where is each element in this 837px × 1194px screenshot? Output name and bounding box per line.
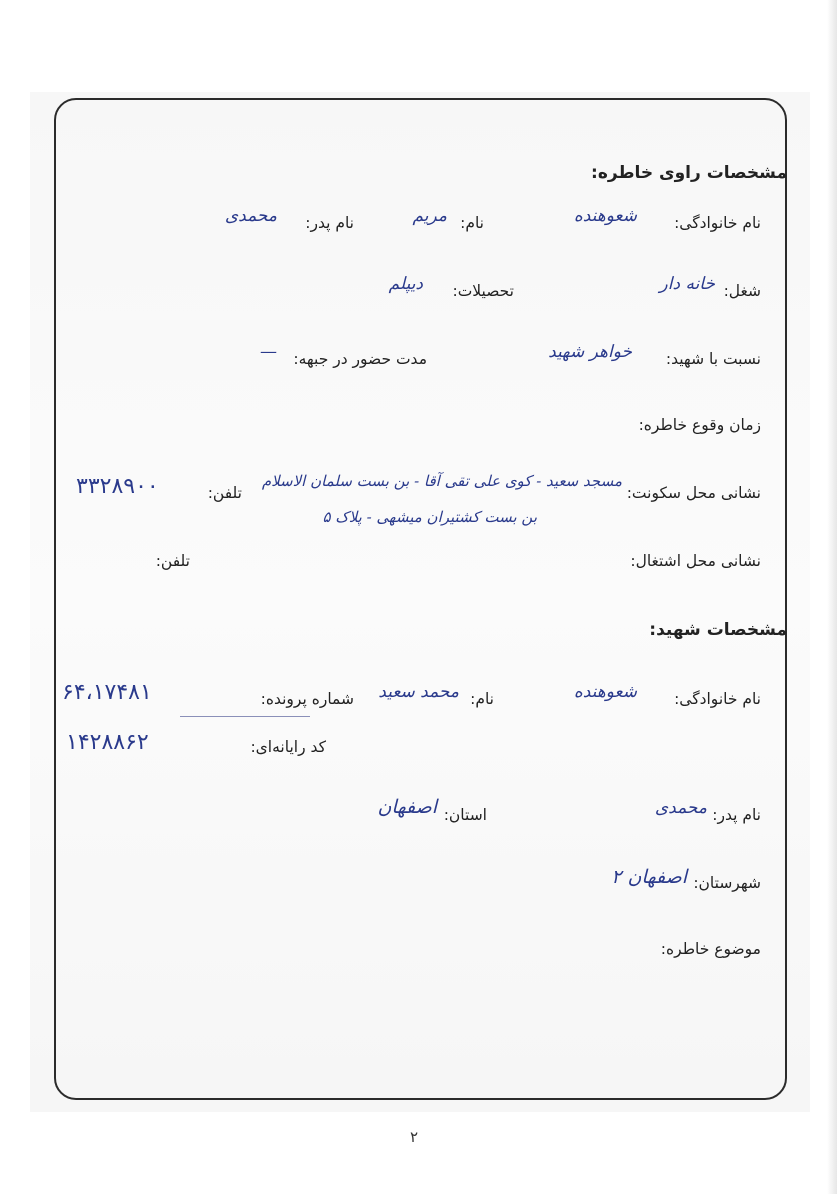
narrator-phone-label: تلفن: [207, 484, 242, 502]
martyr-city-label: شهرستان: [693, 874, 761, 892]
narrator-address-value-line1: مسجد سعید - کوی علی تقی آقا - بن بست سلمان الاسلام [261, 472, 622, 490]
narrator-time-label: زمان وقوع خاطره: [638, 416, 761, 434]
martyr-province-value: اصفهان [377, 796, 437, 818]
narrator-father-value: محمدی [224, 206, 277, 226]
narrator-job-value: خانه دار [659, 274, 715, 294]
martyr-file-value: ۶۴،۱۷۴۸۱ [62, 680, 152, 705]
narrator-name-label: نام: [460, 214, 484, 232]
narrator-name-value: مریم [412, 206, 447, 226]
narrator-work-address-label: نشانی محل اشتغال: [630, 552, 761, 570]
narrator-home-phone-value: ۳۳۲۸۹۰۰ [76, 474, 159, 499]
narrator-relation-value: خواهر شهید [548, 342, 632, 362]
file-number-underline [180, 716, 310, 717]
martyr-heading: مشخصات شهید: [649, 620, 787, 640]
narrator-family-value: شعوهنده [573, 206, 637, 226]
narrator-family-label: نام خانوادگی: [674, 214, 761, 232]
page-edge-shadow [827, 0, 837, 1194]
narrator-relation-label: نسبت با شهید: [665, 350, 761, 368]
narrator-job-label: شغل: [723, 282, 761, 300]
narrator-education-label: تحصیلات: [452, 282, 514, 300]
narrator-front-label: مدت حضور در جبهه: [293, 350, 427, 368]
martyr-family-label: نام خانوادگی: [674, 690, 761, 708]
page-number: ۲ [410, 1128, 419, 1146]
narrator-work-phone-label: تلفن: [155, 552, 190, 570]
martyr-file-label: شماره پرونده: [260, 690, 354, 708]
martyr-family-value: شعوهنده [573, 682, 637, 702]
martyr-name-label: نام: [470, 690, 494, 708]
martyr-province-label: استان: [443, 806, 487, 824]
narrator-front-value: — [260, 342, 277, 362]
martyr-code-value: ۱۴۲۸۸۶۲ [66, 730, 149, 755]
martyr-code-label: کد رایانه‌ای: [250, 738, 326, 756]
martyr-city-value: اصفهان ۲ [611, 866, 687, 888]
narrator-father-label: نام پدر: [305, 214, 354, 232]
narrator-education-value: دیپلم [388, 274, 423, 294]
martyr-father-label: نام پدر: [712, 806, 761, 824]
martyr-name-value: محمد سعید [378, 682, 459, 702]
narrator-address-value-line2: بن بست کشتیران میشهی - پلاک ۵ [322, 508, 537, 526]
narrator-heading: مشخصات راوی خاطره: [591, 163, 787, 183]
martyr-topic-label: موضوع خاطره: [660, 940, 761, 958]
narrator-address-label: نشانی محل سکونت: [626, 484, 761, 502]
martyr-father-value: محمدی [654, 798, 707, 818]
